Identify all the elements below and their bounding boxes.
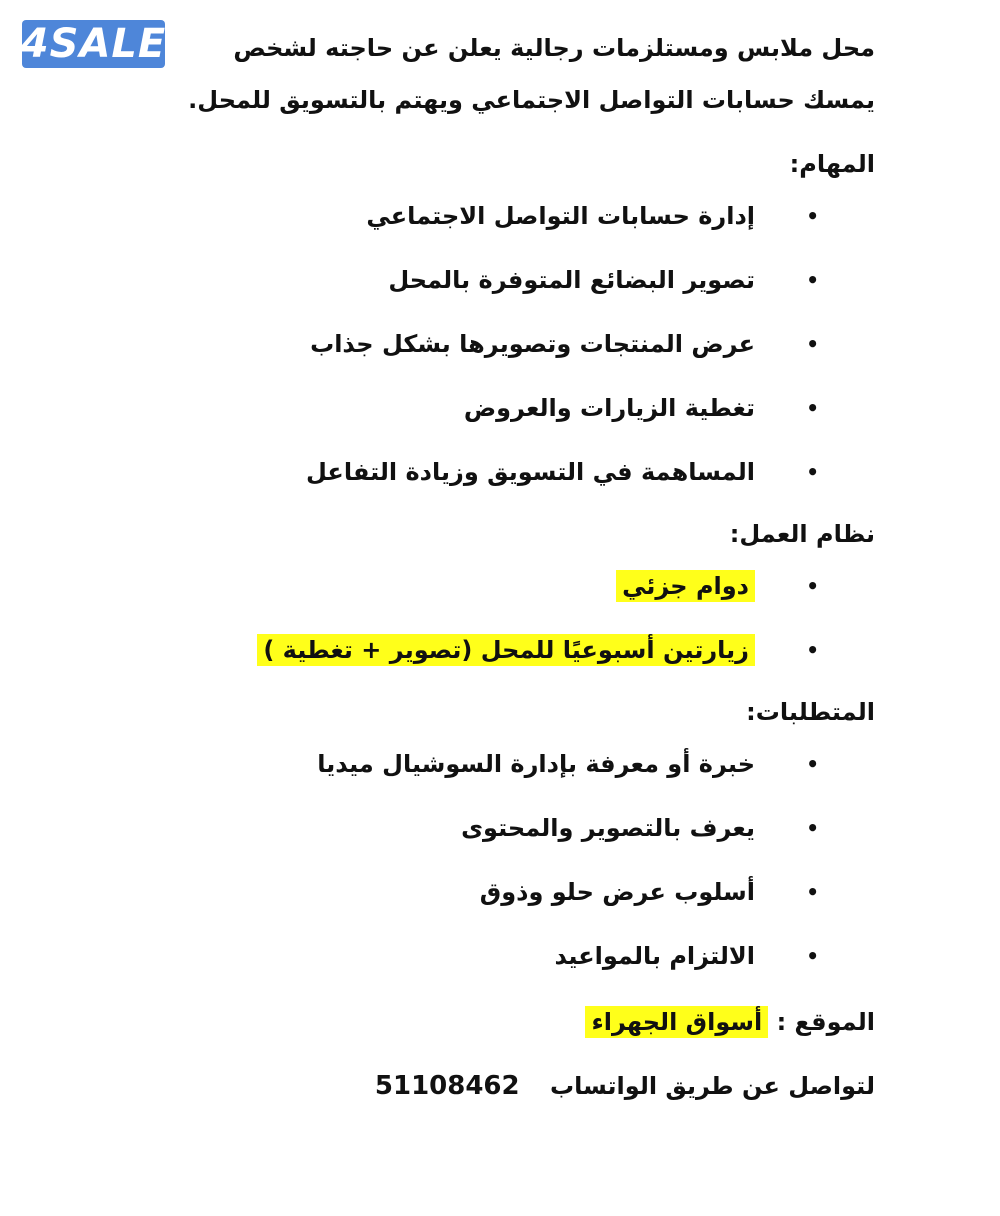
requirement-text: أسلوب عرض حلو وذوق (479, 878, 755, 906)
work-system-heading: نظام العمل: (729, 520, 875, 548)
bullet-icon: • (806, 460, 819, 484)
work-item-highlighted: دوام جزئي (616, 570, 755, 602)
logo-text: 4SALE (20, 21, 167, 67)
location-line (175, 992, 875, 1052)
bullet-icon: • (806, 396, 819, 420)
tasks-list (175, 184, 875, 504)
intro-line-1: محل ملابس ومستلزمات رجالية يعلن عن حاجته لشخص (233, 34, 875, 62)
task-text: إدارة حسابات التواصل الاجتماعي (366, 202, 755, 230)
list-item (175, 440, 875, 504)
bullet-icon: • (806, 944, 819, 968)
bullet-icon: • (806, 204, 819, 228)
list-item (175, 860, 875, 924)
list-item (175, 184, 875, 248)
list-item (175, 554, 875, 618)
requirement-text: خبرة أو معرفة بإدارة السوشيال ميديا (317, 750, 755, 778)
bullet-icon: • (806, 638, 819, 662)
list-item (175, 312, 875, 376)
requirements-heading: المتطلبات: (746, 698, 875, 726)
task-text: تغطية الزيارات والعروض (463, 394, 755, 422)
whatsapp-phone-number: 51108462 (374, 1071, 520, 1101)
bullet-icon: • (806, 332, 819, 356)
4sale-logo (22, 20, 165, 68)
bullet-icon: • (806, 816, 819, 840)
task-text: تصوير البضائع المتوفرة بالمحل (388, 266, 755, 294)
location-value: أسواق الجهراء (585, 1006, 768, 1038)
contact-line (175, 1056, 875, 1116)
requirement-text: يعرف بالتصوير والمحتوى (461, 814, 755, 842)
list-item (175, 796, 875, 860)
task-text: المساهمة في التسويق وزيادة التفاعل (306, 458, 755, 486)
bullet-icon: • (806, 574, 819, 598)
task-text: عرض المنتجات وتصويرها بشكل جذاب (310, 330, 755, 358)
bullet-icon: • (806, 752, 819, 776)
list-item (175, 924, 875, 988)
list-item (175, 618, 875, 682)
intro-paragraph (175, 22, 875, 126)
contact-label: لتواصل عن طريق الواتساب (549, 1072, 875, 1100)
intro-line-2: يمسك حسابات التواصل الاجتماعي ويهتم بالتسويق للمحل. (188, 86, 875, 114)
tasks-heading: المهام: (789, 150, 875, 178)
work-item-highlighted: زيارتين أسبوعيًا للمحل (تصوير + تغطية ) (257, 634, 755, 666)
requirements-list (175, 732, 875, 988)
requirement-text: الالتزام بالمواعيد (554, 942, 755, 970)
location-label: الموقع : (776, 1008, 875, 1036)
bullet-icon: • (806, 268, 819, 292)
list-item (175, 248, 875, 312)
list-item (175, 732, 875, 796)
work-system-list (175, 554, 875, 682)
job-posting (175, 22, 875, 1116)
bullet-icon: • (806, 880, 819, 904)
list-item (175, 376, 875, 440)
